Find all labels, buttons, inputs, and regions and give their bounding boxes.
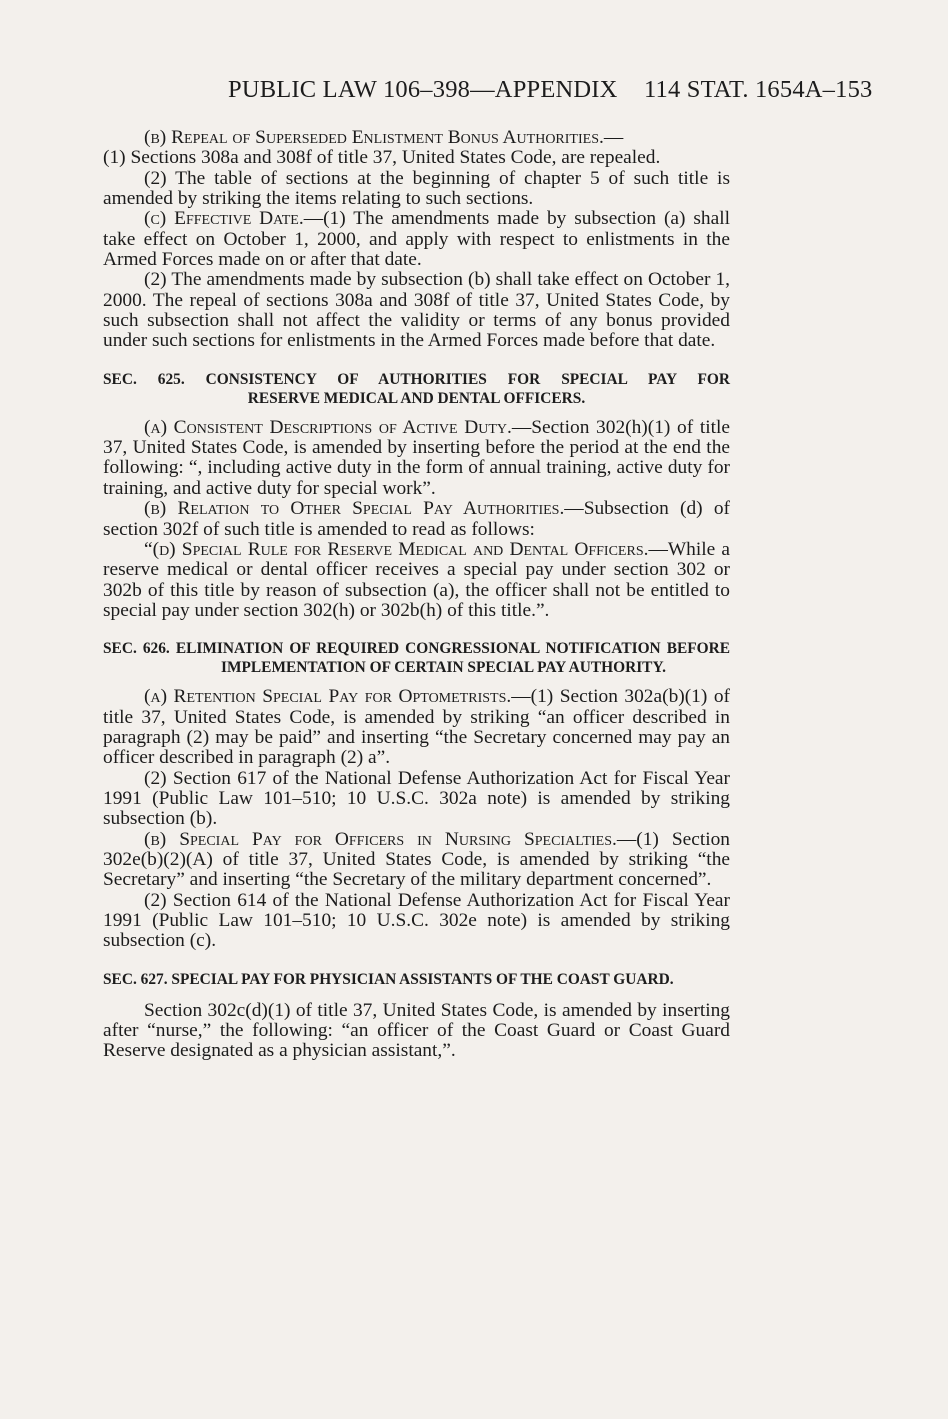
section-626-a2: (2) Section 617 of the National Defense Authorization Act for Fiscal Year 1991 (Public Law 101–510; 10 U.S.C. 302a note) is amended by striking subsection (b). [103,767,730,830]
paragraph-c2: (2) The amendments made by subsection (b) shall take effect on October 1, 2000. The repeal of sections 308a and 308f of title 37, United States Code, by such subsection shall not affect the validity or terms of any bonus provided under such sections for enlistments in the Armed Forces made before that date. [103,269,730,352]
subsection-b-heading: (b) Repeal of Superseded Enlistment Bonus Authorities.— [144,127,624,148]
paragraph-b2: (2) The table of sections at the beginning of chapter 5 of such title is amended by striking the items relating to such sections. [103,167,730,210]
paragraph-b1: (1) Sections 308a and 308f of title 37, United States Code, are repealed. [103,147,661,169]
section-626-b2: (2) Section 614 of the National Defense Authorization Act for Fiscal Year 1991 (Public Law 101–510; 10 U.S.C. 302e note) is amended by striking subsection (c). [103,889,730,952]
section-625-heading: SEC. 625. CONSISTENCY OF AUTHORITIES FOR SPECIAL PAY FOR RESERVE MEDICAL AND DENTAL OFFICERS. [103,370,730,407]
section-625-quoted-text: “(d) Special Rule for Reserve Medical and Dental Officers.—While a reserve medical or dental officer receives a special pay under section 302 or 302b of this title by reason of subsection (a), the officer shall not be entitled to special pay under section 302(h) or 302b(h) of this title.”. [103,538,730,621]
section-625-b: (b) Relation to Other Special Pay Authorities.—Subsection (d) of section 302f of such title is amended to read as follows: [103,498,730,540]
running-header [0,76,948,116]
paragraph-c1: (c) Effective Date.—(1) The amendments made by subsection (a) shall take effect on October 1, 2000, and apply with respect to enlistments in the Armed Forces made on or after that date. [103,208,730,271]
section-626-heading: SEC. 626. ELIMINATION OF REQUIRED CONGRESSIONAL NOTIFICATION BEFORE IMPLEMENTATION OF CERTAIN SPECIAL PAY AUTHORITY. [103,640,730,677]
section-627-heading: SEC. 627. SPECIAL PAY FOR PHYSICIAN ASSISTANTS OF THE COAST GUARD. [103,970,674,988]
page-body [103,128,730,1062]
stat-reference: 114 STAT. 1654A–153 [644,76,873,103]
section-626-b1: (b) Special Pay for Officers in Nursing Specialties.—(1) Section 302e(b)(2)(A) of title 37, United States Code, is amended by striking “the Secretary” and inserting “the Secretary of the military department concerned”. [103,828,730,891]
section-625-a: (a) Consistent Descriptions of Active Duty.—Section 302(h)(1) of title 37, United States Code, is amended by inserting before the period at the end the following: “, including active duty in the form of annual training, active duty for training, and active duty for special work”. [103,416,730,499]
running-head: PUBLIC LAW 106–398—APPENDIX [228,76,618,103]
section-626-a1: (a) Retention Special Pay for Optometrists.—(1) Section 302a(b)(1) of title 37, United States Code, is amended by striking “an officer described in paragraph (2) may be paid” and inserting “the Secretary concerned may pay an officer described in paragraph (2) a”. [103,686,730,769]
section-627-text: Section 302c(d)(1) of title 37, United States Code, is amended by inserting after “nurse,” the following: “an officer of the Coast Guard or Coast Guard Reserve designated as a physician assistant,”. [103,999,730,1062]
subsection-c-heading: (c) Effective Date. [144,208,304,230]
